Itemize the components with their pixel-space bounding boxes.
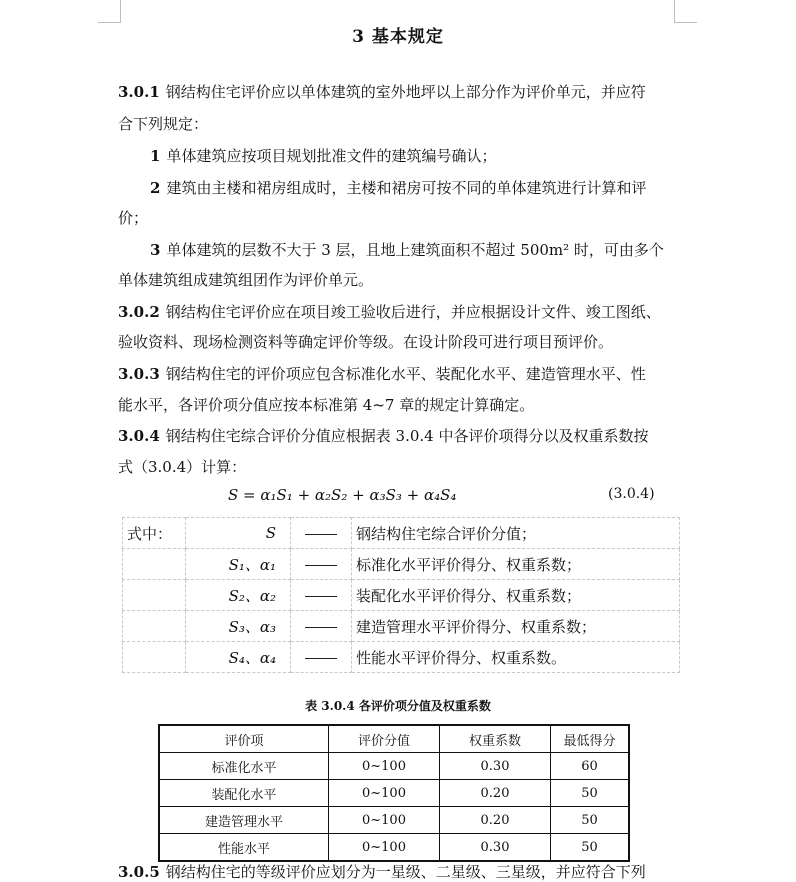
clause-3-0-1-line-2: 合下列规定：	[118, 115, 209, 133]
list-item-text: 单体建筑的层数不大于 3 层，且地上建筑面积不超过 500m² 时，可由多个	[166, 241, 664, 259]
list-item-3-line-2: 单体建筑组成建筑组团作为评价单元。	[118, 271, 374, 289]
definition-text: 装配化水平评价得分、权重系数；	[352, 580, 680, 611]
clause-3-0-2-line-1	[118, 302, 661, 322]
table-cell: 标准化水平	[159, 753, 329, 780]
list-item-text: 建筑由主楼和裙房组成时，主楼和裙房可按不同的单体建筑进行计算和评	[166, 179, 647, 197]
column-header: 权重系数	[440, 725, 551, 753]
column-header: 评价分值	[329, 725, 440, 753]
definitions-intro: 式中：	[123, 518, 186, 549]
list-item-2-line-1	[150, 178, 646, 198]
table-cell: 50	[551, 834, 630, 862]
table-row	[159, 834, 629, 862]
clause-3-0-3-line-2: 能水平，各评价项分值应按本标准第 4~7 章的规定计算确定。	[118, 396, 535, 414]
table-cell: 50	[551, 807, 630, 834]
clause-text: 钢结构住宅的等级评价应划分为一星级、二星级、三星级，并应符合下列	[165, 863, 646, 881]
table-cell: 0.30	[440, 753, 551, 780]
crop-mark-top-right	[674, 0, 697, 23]
table-cell: 50	[551, 780, 630, 807]
definition-text: 钢结构住宅综合评价分值；	[352, 518, 680, 549]
section-heading: 3 基本规定	[352, 27, 444, 47]
clause-number: 3.0.4	[118, 427, 160, 445]
column-header: 评价项	[159, 725, 329, 753]
definition-dash	[291, 611, 352, 642]
clause-3-0-5-line-1	[118, 862, 646, 882]
table-cell: 性能水平	[159, 834, 329, 862]
clause-3-0-4-line-1	[118, 426, 648, 446]
clause-text: 钢结构住宅综合评价分值应根据表 3.0.4 中各评价项得分以及权重系数按	[165, 427, 649, 445]
definition-dash	[291, 518, 352, 549]
clause-number: 3.0.3	[118, 365, 160, 383]
clause-3-0-3-line-1	[118, 364, 646, 384]
table-caption: 表 3.0.4 各评价项分值及权重系数	[305, 699, 491, 713]
table-row	[159, 753, 629, 780]
definition-symbol: S₃、α₃	[186, 611, 291, 642]
table-cell: 建造管理水平	[159, 807, 329, 834]
definition-symbol: S₂、α₂	[186, 580, 291, 611]
clause-3-0-1-line-1	[118, 82, 646, 102]
definition-row	[123, 549, 680, 580]
crop-mark-top-left	[98, 0, 121, 23]
clause-text: 钢结构住宅评价应在项目竣工验收后进行，并应根据设计文件、竣工图纸、	[165, 303, 661, 321]
list-item-number: 1	[150, 147, 161, 165]
definition-dash	[291, 580, 352, 611]
list-item-number: 2	[150, 179, 161, 197]
clause-3-0-4-line-2: 式（3.0.4）计算：	[118, 458, 247, 476]
clause-number: 3.0.2	[118, 303, 160, 321]
definition-row	[123, 611, 680, 642]
table-cell: 0~100	[329, 753, 440, 780]
list-item-number: 3	[150, 241, 161, 259]
definition-symbol: S₄、α₄	[186, 642, 291, 673]
list-item-1	[150, 146, 496, 166]
table-cell: 0~100	[329, 807, 440, 834]
table-header-row	[159, 725, 629, 753]
table-row	[159, 807, 629, 834]
formula-definitions	[122, 517, 680, 673]
table-row	[159, 780, 629, 807]
table-cell: 0.20	[440, 780, 551, 807]
score-table	[158, 724, 630, 862]
definition-row	[123, 580, 680, 611]
list-item-2-line-2: 价；	[118, 209, 149, 227]
definition-text: 标准化水平评价得分、权重系数；	[352, 549, 680, 580]
clause-number: 3.0.5	[118, 863, 160, 881]
definition-symbol: S	[186, 518, 291, 549]
clause-text: 钢结构住宅评价应以单体建筑的室外地坪以上部分作为评价单元，并应符	[165, 83, 646, 101]
column-header: 最低得分	[551, 725, 630, 753]
table-cell: 装配化水平	[159, 780, 329, 807]
table-cell: 0.30	[440, 834, 551, 862]
definition-text: 建造管理水平评价得分、权重系数；	[352, 611, 680, 642]
formula-number: (3.0.4)	[608, 486, 655, 502]
table-cell: 0.20	[440, 807, 551, 834]
clause-number: 3.0.1	[118, 83, 160, 101]
table-cell: 0~100	[329, 834, 440, 862]
definition-row	[123, 518, 680, 549]
table-cell: 60	[551, 753, 630, 780]
definition-symbol: S₁、α₁	[186, 549, 291, 580]
list-item-3-line-1	[150, 240, 664, 260]
table-cell: 0~100	[329, 780, 440, 807]
definition-dash	[291, 549, 352, 580]
clause-text: 钢结构住宅的评价项应包含标准化水平、装配化水平、建造管理水平、性	[165, 365, 646, 383]
definition-text: 性能水平评价得分、权重系数。	[352, 642, 680, 673]
definition-dash	[291, 642, 352, 673]
clause-3-0-2-line-2: 验收资料、现场检测资料等确定评价等级。在设计阶段可进行项目预评价。	[118, 333, 614, 351]
definition-row	[123, 642, 680, 673]
formula: S = α₁S₁ + α₂S₂ + α₃S₃ + α₄S₄	[228, 486, 457, 504]
list-item-text: 单体建筑应按项目规划批准文件的建筑编号确认；	[166, 147, 497, 165]
